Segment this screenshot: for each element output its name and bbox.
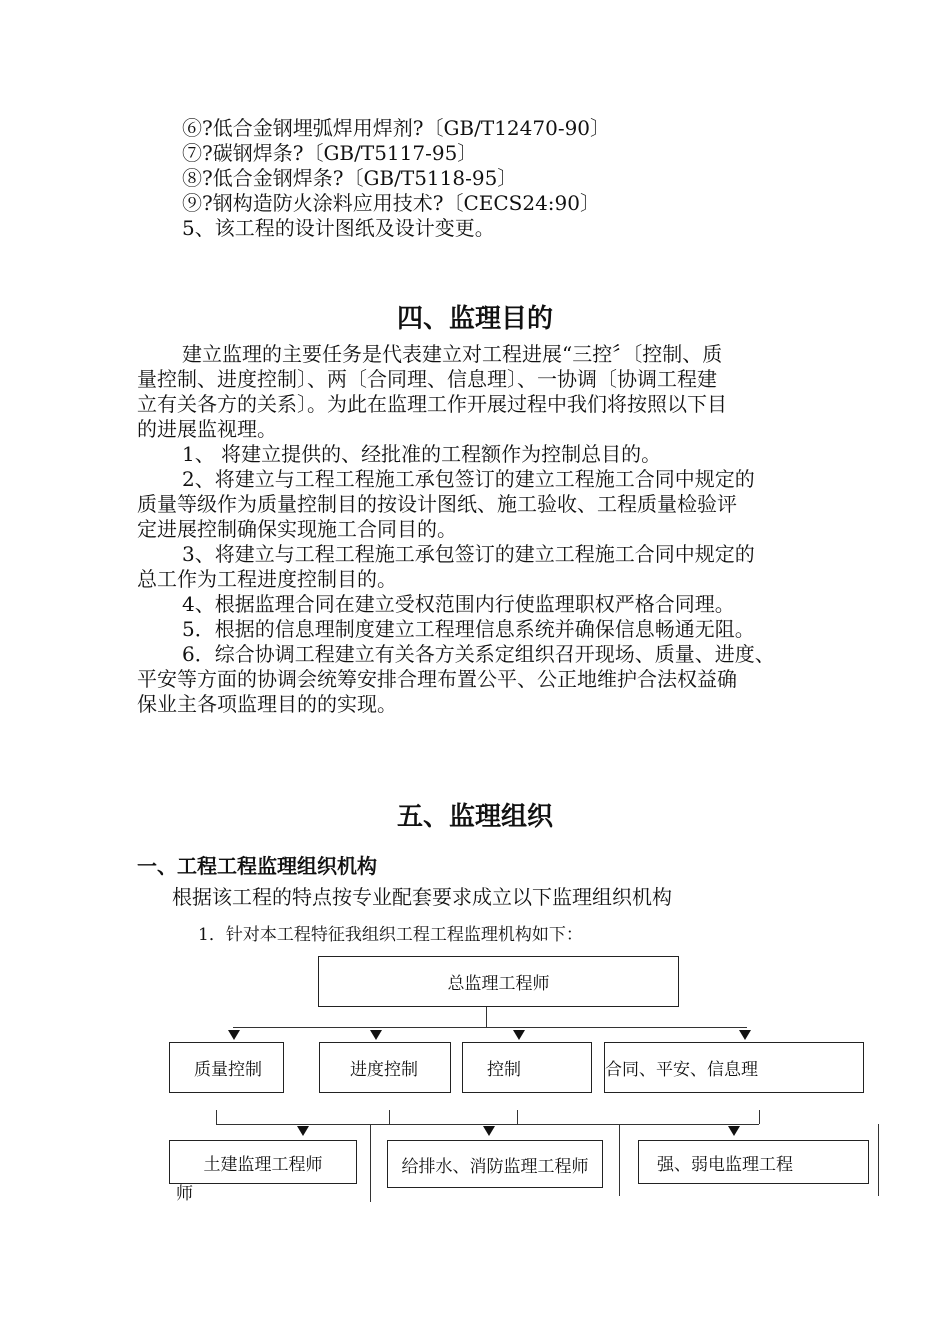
paragraph-line: 的进展监视理。 bbox=[137, 417, 277, 441]
reference-item: ⑥?低合金钢埋弧焊用焊剂?〔GB/T12470-90〕 bbox=[182, 116, 611, 140]
reference-item: ⑨?钢构造防火涂料应用技术?〔CECS24:90〕 bbox=[182, 191, 600, 215]
paragraph-line: 立有关各方的关系〕。为此在监理工作开展过程中我们将按照以下目 bbox=[137, 392, 727, 416]
reference-item: ⑧?低合金钢焊条?〔GB/T5118-95〕 bbox=[182, 166, 518, 190]
connector-line bbox=[233, 1027, 747, 1028]
org-box-chief-engineer bbox=[318, 956, 679, 1007]
intro-text: 根据该工程的特点按专业配套要求成立以下监理组织机构 bbox=[172, 885, 672, 909]
arrow-down-icon bbox=[370, 1030, 382, 1040]
paragraph-line: 2、将建立与工程工程施工承包签订的建立工程施工合同中规定的 bbox=[182, 467, 755, 491]
org-box-contract-safety-info bbox=[604, 1042, 864, 1093]
overflow-text: 师 bbox=[176, 1184, 193, 1204]
subheading: 一、工程工程监理组织机构 bbox=[137, 854, 377, 878]
paragraph-line: 总工作为工程进度控制目的。 bbox=[137, 567, 397, 591]
section-heading-objectives: 四、监理目的 bbox=[396, 304, 553, 334]
paragraph-line: 建立监理的主要任务是代表建立对工程进展“三控〞〔控制、质 bbox=[182, 342, 723, 366]
connector-line bbox=[759, 1110, 760, 1124]
arrow-down-icon bbox=[228, 1030, 240, 1040]
paragraph-line: 质量等级作为质量控制目的按设计图纸、施工验收、工程质量检验评 bbox=[137, 492, 737, 516]
connector-line bbox=[517, 1110, 518, 1124]
org-box-label: 土建监理工程师 bbox=[203, 1154, 323, 1175]
paragraph-line: 量控制、进度控制〕、两〔合同理、信息理〕、一协调〔协调工程建 bbox=[137, 367, 717, 391]
org-box-label: 合同、平安、信息理 bbox=[605, 1060, 758, 1080]
org-box-label: 质量控制 bbox=[194, 1060, 262, 1080]
paragraph-line: 3、将建立与工程工程施工承包签订的建立工程施工合同中规定的 bbox=[182, 542, 755, 566]
paragraph-line: 4、根据监理合同在建立受权范围内行使监理职权严格合同理。 bbox=[182, 592, 735, 616]
org-box-label: 进度控制 bbox=[350, 1060, 418, 1080]
section-heading-organization: 五、监理组织 bbox=[396, 802, 553, 832]
divider-line bbox=[878, 1124, 879, 1196]
connector-line bbox=[216, 1124, 759, 1125]
paragraph-line: 5．根据的信息理制度建立工程理信息系统并确保信息畅通无阻。 bbox=[182, 617, 755, 641]
org-box-label: 控制 bbox=[487, 1060, 521, 1080]
divider-line bbox=[370, 1124, 371, 1202]
org-box-schedule-control bbox=[319, 1042, 451, 1093]
arrow-down-icon bbox=[513, 1030, 525, 1040]
org-box-label: 给排水、消防监理工程师 bbox=[401, 1156, 589, 1177]
org-box-control bbox=[462, 1042, 592, 1093]
org-box-quality-control bbox=[169, 1042, 284, 1093]
arrow-down-icon bbox=[297, 1126, 309, 1136]
paragraph-line: 平安等方面的协调会统筹安排合理布置公平、公正地维护合法权益确 bbox=[137, 667, 737, 691]
org-box-civil-engineer bbox=[169, 1140, 357, 1184]
arrow-down-icon bbox=[483, 1126, 495, 1136]
connector-line bbox=[216, 1110, 217, 1124]
paragraph-line: 1、 将建立提供的、经批准的工程额作为控制总目的。 bbox=[182, 442, 662, 466]
connector-line bbox=[486, 1007, 487, 1027]
list-item: 1．针对本工程特征我组织工程工程监理机构如下： bbox=[198, 925, 583, 945]
connector-line bbox=[389, 1110, 390, 1124]
org-box-label: 强、弱电监理工程 bbox=[657, 1154, 793, 1175]
paragraph-line: 6．综合协调工程建立有关各方关系定组织召开现场、质量、进度、 bbox=[182, 642, 775, 666]
paragraph-line: 保业主各项监理目的的实现。 bbox=[137, 692, 397, 716]
org-box-electrical-engineer bbox=[638, 1140, 869, 1184]
reference-item: 5、该工程的设计图纸及设计变更。 bbox=[182, 216, 495, 240]
reference-item: ⑦?碳钢焊条?〔GB/T5117-95〕 bbox=[182, 141, 478, 165]
arrow-down-icon bbox=[728, 1126, 740, 1136]
divider-line bbox=[619, 1124, 620, 1196]
paragraph-line: 定进展控制确保实现施工合同目的。 bbox=[137, 517, 457, 541]
org-box-label: 总监理工程师 bbox=[447, 974, 550, 994]
org-box-plumbing-fire-engineer bbox=[387, 1140, 603, 1188]
arrow-down-icon bbox=[739, 1030, 751, 1040]
